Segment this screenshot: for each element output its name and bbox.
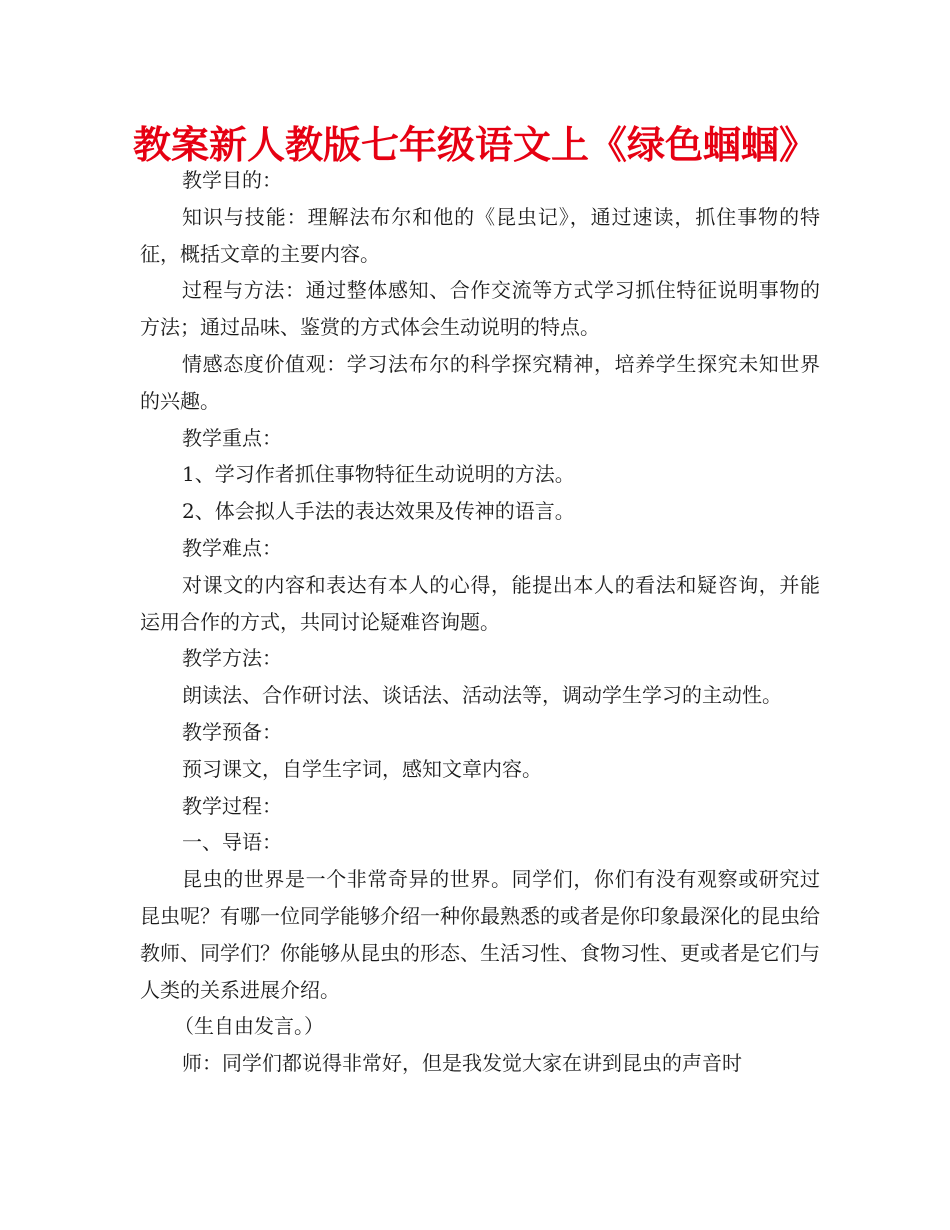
- paragraph-difficulties: 对课文的内容和表达有本人的心得，能提出本人的看法和疑咨询，并能运用合作的方式，共同讨论疑难咨询题。: [140, 572, 820, 634]
- paragraph-key-points-heading: 教学重点：: [182, 425, 282, 450]
- paragraph-teaching-objectives-heading: 教学目的：: [182, 168, 282, 192]
- paragraph-key-point-2: 2、体会拟人手法的表达效果及传神的语言。: [182, 499, 575, 524]
- document-body: [140, 162, 820, 1082]
- paragraph-teacher-remark: 师：同学们都说得非常好，但是我发觉大家在讲到昆虫的声音时: [182, 1051, 742, 1076]
- paragraph-process-heading: 教学过程：: [182, 793, 282, 818]
- paragraph-student-speech: （生自由发言。）: [174, 1014, 324, 1039]
- paragraph-process-methods: 过程与方法：通过整体感知、合作交流等方式学习抓住特征说明事物的方法；通过品味、鉴赏的方式体会生动说明的特点。: [140, 278, 820, 340]
- paragraph-emotional-values: 情感态度价值观：学习法布尔的科学探究精神，培养学生探究未知世界的兴趣。: [140, 351, 820, 413]
- paragraph-key-point-1: 1、学习作者抓住事物特征生动说明的方法。: [182, 462, 575, 487]
- paragraph-methods: 朗读法、合作研讨法、谈话法、活动法等，调动学生学习的主动性。: [182, 683, 782, 708]
- document-title: 教案新人教版七年级语文上《绿色蝈蝈》: [132, 123, 817, 167]
- paragraph-methods-heading: 教学方法：: [182, 646, 282, 671]
- paragraph-preparation-heading: 教学预备：: [182, 719, 282, 744]
- paragraph-introduction: 昆虫的世界是一个非常奇异的世界。同学们，你们有没有观察或研究过昆虫呢？有哪一位同学能够介绍一种你最熟悉的或者是你印象最深化的昆虫给教师、同学们？你能够从昆虫的形态、生活习性、食物习性、更或者是它们与人类的关系进展介绍。: [140, 867, 820, 1002]
- paragraph-preparation: 预习课文，自学生字词，感知文章内容。: [182, 756, 542, 781]
- paragraph-difficulties-heading: 教学难点：: [182, 535, 282, 560]
- paragraph-introduction-heading: 一、导语：: [182, 830, 282, 855]
- paragraph-knowledge-skills: 知识与技能：理解法布尔和他的《昆虫记》，通过速读，抓住事物的特征，概括文章的主要内容。: [140, 204, 820, 266]
